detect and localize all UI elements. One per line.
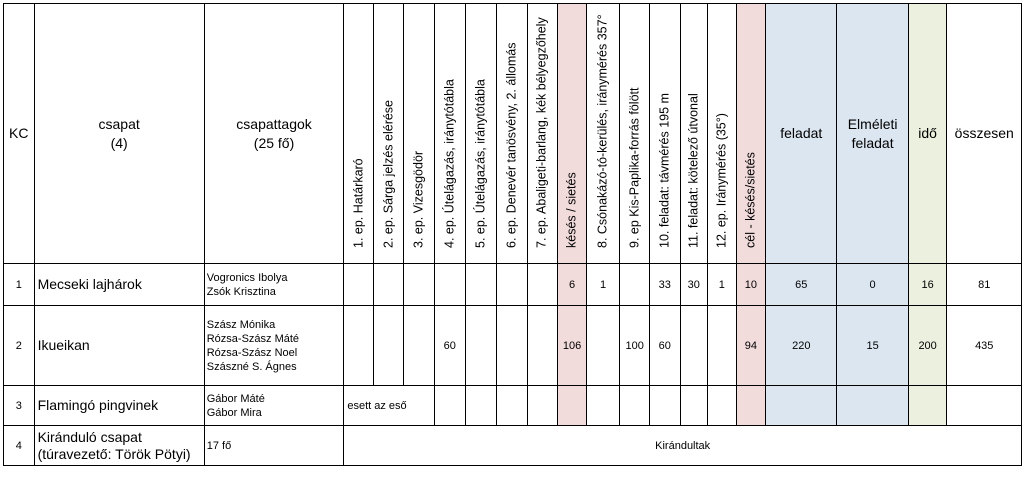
station-label-10: 10. feladat: távmérés 195 m <box>657 93 672 248</box>
team-name <box>34 426 204 466</box>
table-row <box>4 426 1022 466</box>
table-row <box>4 386 1022 426</box>
score-cell <box>497 306 528 386</box>
score-cell: 1 <box>586 264 620 306</box>
station-header-8 <box>586 4 620 264</box>
score-cell <box>465 264 497 306</box>
finish-delay-cell <box>736 386 766 426</box>
member-name: Gábor Máté <box>206 392 265 405</box>
score-cell: 100 <box>620 306 650 386</box>
total-cell <box>947 386 1022 426</box>
station-header-7 <box>527 4 558 264</box>
total-cell: 81 <box>947 264 1022 306</box>
team-members <box>204 426 344 466</box>
station-label-1: 1. ep. Határkaró <box>351 158 366 248</box>
time-cell <box>908 386 947 426</box>
team-members <box>204 306 344 386</box>
members-header-text: csapattagok (25 fő) <box>236 115 312 151</box>
delay-label-1: késés / sietés <box>564 172 579 248</box>
score-cell: 1 <box>708 264 737 306</box>
time-cell: 16 <box>908 264 947 306</box>
station-header-10 <box>649 4 680 264</box>
task-cell: 65 <box>766 264 837 306</box>
empty-cell <box>680 386 708 426</box>
theory-cell: 15 <box>837 306 908 386</box>
team-name: Flamingó pingvinek <box>34 386 204 426</box>
member-count: 17 fő <box>206 439 232 452</box>
finish-delay-cell: 94 <box>736 306 766 386</box>
time-cell: 200 <box>908 306 947 386</box>
member-name: Zsók Krisztina <box>206 285 276 298</box>
station-label-3: 3. ep. Vizesgödör <box>411 150 426 248</box>
team-name-text: Kiránduló csapat (túravezető: Török Pötyi) <box>37 428 191 462</box>
total-header: összesen <box>947 4 1022 264</box>
theory-cell: 0 <box>837 264 908 306</box>
finish-delay-cell: 10 <box>736 264 766 306</box>
finish-delay-header <box>736 4 766 264</box>
score-cell <box>527 306 558 386</box>
team-header <box>34 4 204 264</box>
station-label-7: 7. ep. Abaligeti-barlang, kék bélyegzőhely <box>534 17 549 248</box>
score-cell <box>497 264 528 306</box>
station-label-8: 8. Csónakázó-tó-kerülés, iránymérés 357° <box>595 14 610 248</box>
score-cell: 33 <box>649 264 680 306</box>
empty-cell <box>708 386 737 426</box>
row-index: 1 <box>4 264 35 306</box>
score-cell <box>708 306 737 386</box>
station-header-11 <box>680 4 708 264</box>
empty-cell <box>465 386 497 426</box>
empty-cell <box>497 386 528 426</box>
station-header-2 <box>373 4 404 264</box>
task-cell: 220 <box>766 306 837 386</box>
table-row <box>4 264 1022 306</box>
empty-cell <box>649 386 680 426</box>
station-label-9: 9. ep Kis-Paplika-forrás fölött <box>627 87 642 248</box>
kc-header: KC <box>4 4 35 264</box>
score-cell <box>373 306 404 386</box>
delay-cell: 6 <box>558 264 587 306</box>
members-header <box>204 4 344 264</box>
station-label-12: 12. ep. Iránymérés (35°) <box>714 113 729 248</box>
score-cell <box>527 264 558 306</box>
empty-cell <box>620 386 650 426</box>
score-cell <box>344 306 374 386</box>
delay-cell: 106 <box>558 306 587 386</box>
member-name: Gábor Mira <box>206 406 262 419</box>
score-cell <box>404 264 435 306</box>
finish-delay-label: cél - késés/sietés <box>743 152 758 248</box>
station-header-5 <box>465 4 497 264</box>
member-name: Szász Mónika <box>206 318 276 331</box>
theory-cell <box>837 386 908 426</box>
score-cell <box>404 306 435 386</box>
score-cell: 30 <box>680 264 708 306</box>
score-cell <box>344 264 374 306</box>
row-index: 2 <box>4 306 35 386</box>
score-cell <box>680 306 708 386</box>
empty-cell <box>435 386 466 426</box>
station-label-5: 5. ep. Útelágazás, iránytótábla <box>473 79 488 248</box>
station-header-1 <box>344 4 374 264</box>
member-name: Vogronics Ibolya <box>206 271 288 284</box>
team-name: Ikueikan <box>34 306 204 386</box>
team-header-text: csapat (4) <box>98 115 140 151</box>
team-members <box>204 264 344 306</box>
trip-note: Kirándultak <box>344 426 1022 466</box>
station-header-6 <box>497 4 528 264</box>
score-cell <box>465 306 497 386</box>
member-name: Szászné S. Ágnes <box>206 360 297 373</box>
row-index: 4 <box>4 426 35 466</box>
station-header-4 <box>435 4 466 264</box>
total-cell: 435 <box>947 306 1022 386</box>
rain-note: esett az eső <box>344 386 435 426</box>
score-cell <box>586 306 620 386</box>
delay-header-1 <box>558 4 587 264</box>
team-members <box>204 386 344 426</box>
task-header: feladat <box>766 4 837 264</box>
task-cell <box>766 386 837 426</box>
score-cell <box>373 264 404 306</box>
theory-header: Elméleti feladat <box>837 4 908 264</box>
score-cell <box>435 264 466 306</box>
station-header-9 <box>620 4 650 264</box>
header-row <box>4 4 1022 264</box>
team-name: Mecseki lajhárok <box>34 264 204 306</box>
delay-cell <box>558 386 587 426</box>
station-label-11: 11. feladat: kötelező útvonal <box>686 93 701 248</box>
score-cell <box>620 264 650 306</box>
row-index: 3 <box>4 386 35 426</box>
score-cell: 60 <box>649 306 680 386</box>
time-header: idő <box>908 4 947 264</box>
station-label-4: 4. ep. Útelágazás, iránytótábla <box>442 79 457 248</box>
score-cell: 60 <box>435 306 466 386</box>
results-table <box>3 3 1022 466</box>
station-label-2: 2. ep. Sárga jelzés elérése <box>381 99 396 248</box>
station-header-12 <box>708 4 737 264</box>
empty-cell <box>586 386 620 426</box>
station-label-6: 6. ep. Denevér tanösvény, 2. állomás <box>504 42 519 248</box>
empty-cell <box>527 386 558 426</box>
member-name: Rózsa-Szász Máté <box>206 332 300 345</box>
table-row <box>4 306 1022 386</box>
station-header-3 <box>404 4 435 264</box>
member-name: Rózsa-Szász Noel <box>206 346 298 359</box>
